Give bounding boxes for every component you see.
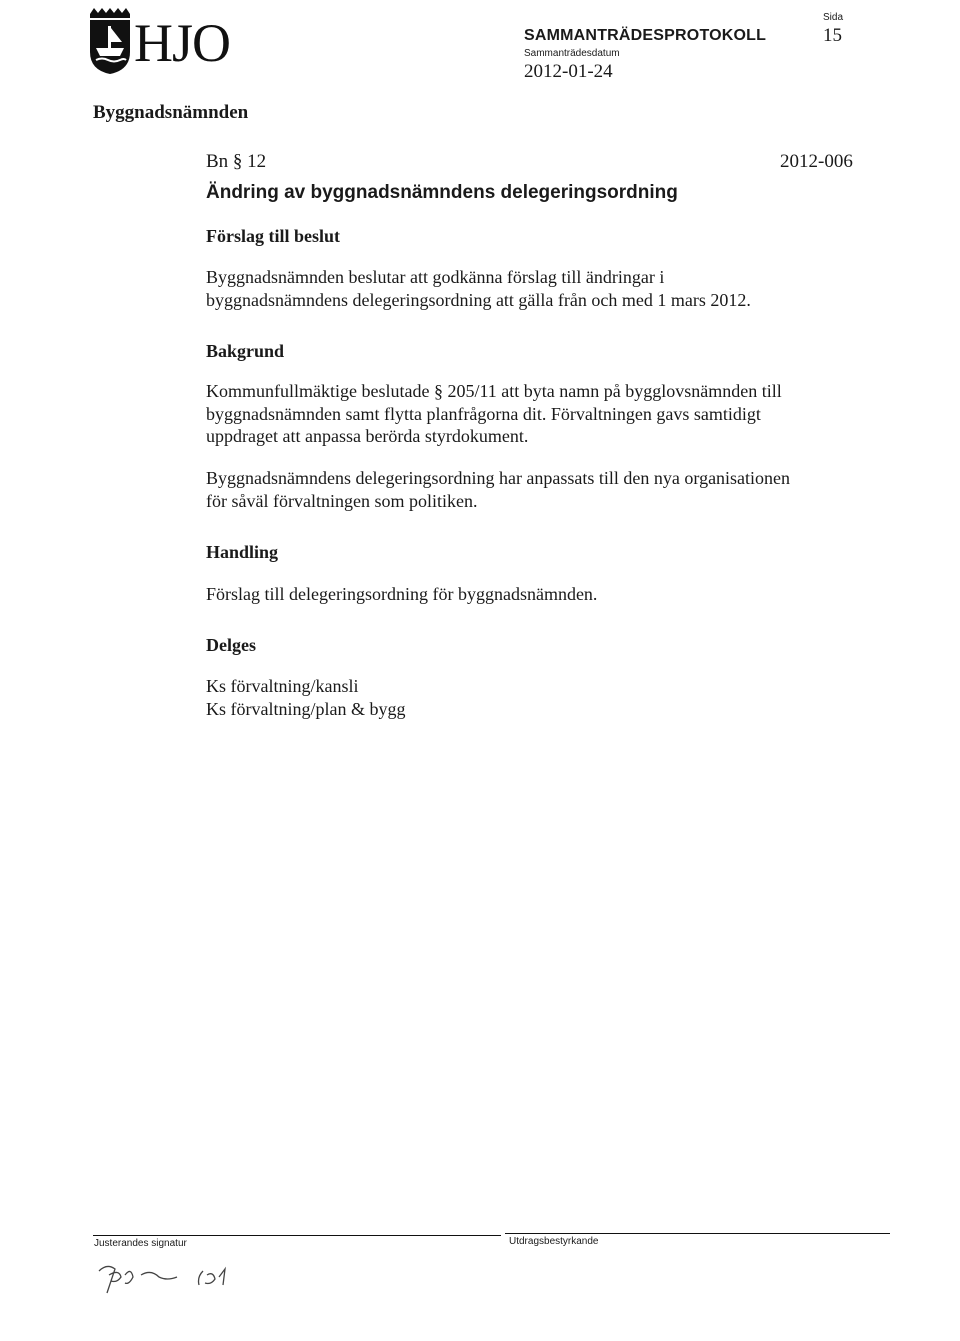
handling-paragraph — [206, 583, 866, 606]
extract-certification-label: Utdragsbestyrkande — [509, 1236, 599, 1247]
proposal-paragraph — [206, 266, 866, 311]
meeting-date: 2012-01-24 — [524, 61, 613, 82]
signature-divider — [93, 1235, 501, 1236]
handwritten-signature — [85, 1255, 245, 1300]
document-type: SAMMANTRÄDESPROTOKOLL — [524, 27, 767, 44]
handling-line: Förslag till delegeringsordning för byggnadsnämnden. — [206, 584, 598, 604]
background-paragraph-2 — [206, 467, 866, 512]
case-number: 2012-006 — [780, 151, 853, 172]
background-paragraph-1 — [206, 380, 866, 448]
distribution-item: Ks förvaltning/kansli — [206, 676, 359, 696]
background-heading: Bakgrund — [206, 341, 285, 361]
extract-divider — [505, 1233, 890, 1234]
proposal-line: Byggnadsnämnden beslutar att godkänna förslag till ändringar i — [206, 267, 665, 287]
distribution-list — [206, 675, 866, 720]
background-line: Kommunfullmäktige beslutade § 205/11 att byta namn på bygglovsnämnden till — [206, 381, 782, 401]
distribution-item: Ks förvaltning/plan & bygg — [206, 698, 406, 719]
page-label: Sida — [823, 12, 844, 23]
background-line: uppdraget att anpassa berörda styrdokument. — [206, 426, 529, 446]
proposal-line: byggnadsnämndens delegeringsordning att gälla från och med 1 mars 2012. — [206, 289, 751, 310]
distribution-heading: Delges — [206, 635, 256, 655]
background-line: Byggnadsnämndens delegeringsordning har anpassats till den nya organisationen — [206, 468, 791, 488]
page-number: 15 — [823, 25, 842, 46]
committee-name: Byggnadsnämnden — [93, 102, 249, 123]
signature-label: Justerandes signatur — [94, 1238, 187, 1249]
background-line: byggnadsnämnden samt flytta planfrågorna dit. Förvaltningen gavs samtidigt — [206, 403, 761, 424]
proposal-heading: Förslag till beslut — [206, 226, 340, 246]
meeting-date-label: Sammanträdesdatum — [524, 48, 620, 59]
matter-title: Ändring av byggnadsnämndens delegeringsordning — [206, 182, 678, 203]
section-reference: Bn § 12 — [206, 151, 267, 172]
municipal-crest-icon — [88, 8, 132, 74]
handling-heading: Handling — [206, 542, 279, 562]
background-line: för såväl förvaltningen som politiken. — [206, 490, 478, 511]
logo-text: HJO — [134, 13, 231, 73]
